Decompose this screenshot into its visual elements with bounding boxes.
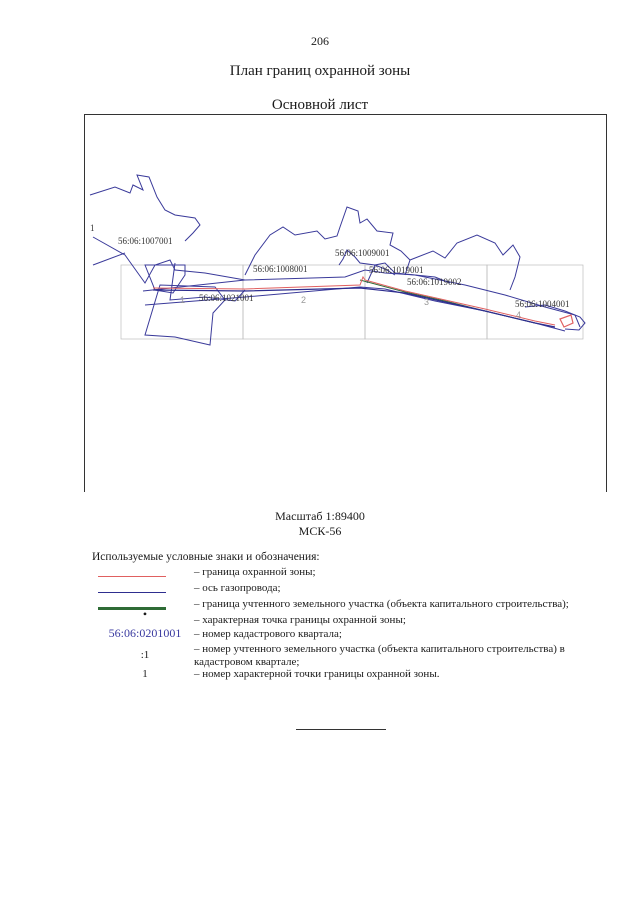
sheet-subtitle: Основной лист <box>271 97 369 113</box>
legend-text: – номер кадастрового квартала; <box>194 628 342 640</box>
legend-item-zone-boundary <box>92 566 602 580</box>
map-edge-label: 1 <box>90 223 95 233</box>
quarter-label-1008001: 56:06:1008001 <box>253 264 308 274</box>
legend-text: – номер учтенного земельного участка (объекта капитального строительства) в кадастровом квартале; <box>194 643 565 668</box>
protection-zone-end-detail <box>560 315 573 327</box>
legend-item-parcel-number <box>92 643 602 671</box>
quarter-number-symbol: 56:06:0201001 <box>108 626 182 640</box>
sheet-number-4: 4 <box>516 310 522 320</box>
legend-text: – граница охранной зоны; <box>194 566 316 578</box>
sheet-number-1: 1 <box>180 295 186 305</box>
legend-text: – характерная точка границы охранной зоны; <box>194 614 406 626</box>
legend-item-point-number <box>92 668 602 682</box>
map-scale <box>0 509 640 539</box>
sheet-grid <box>121 265 583 339</box>
parcel-number-symbol: :1 <box>140 649 150 661</box>
blue-line-symbol <box>98 592 166 593</box>
map-frame <box>84 114 607 492</box>
red-line-symbol <box>98 576 166 577</box>
signature-line <box>296 729 386 730</box>
page-title: План границ охранной зоны <box>229 63 411 79</box>
legend-item-gas-axis <box>92 582 602 596</box>
quarter-label-1007001: 56:06:1007001 <box>118 236 173 246</box>
quarter-label-1009001: 56:06:1009001 <box>335 248 390 258</box>
legend-item-quarter-number <box>92 628 602 642</box>
quarter-label-1019001: 56:06:1019001 <box>369 265 424 275</box>
quarter-label-1019002: 56:06:1019002 <box>407 277 462 287</box>
dot-symbol: • <box>142 607 148 621</box>
cadastral-outlines <box>90 175 585 345</box>
scale-text: Масштаб 1:89400 <box>275 509 365 523</box>
cadastral-map <box>85 115 607 492</box>
legend-text: – номер характерной точки границы охранной зоны. <box>194 668 440 680</box>
sheet-number-2: 2 <box>301 295 307 305</box>
quarter-label-1021001: 56:06:1021001 <box>199 293 254 303</box>
sheet-number-3: 3 <box>424 297 430 307</box>
quarter-label-1004001: 56:06:1004001 <box>515 299 570 309</box>
page-number: 206 <box>311 34 329 48</box>
point-number-symbol: 1 <box>142 668 148 680</box>
legend-text: – граница учтенного земельного участка (объекта капитального строительства); <box>194 598 569 610</box>
legend-text: – ось газопровода; <box>194 582 281 594</box>
coordinate-system: МСК-56 <box>298 524 342 538</box>
legend-heading: Используемые условные знаки и обозначения: <box>92 551 320 563</box>
